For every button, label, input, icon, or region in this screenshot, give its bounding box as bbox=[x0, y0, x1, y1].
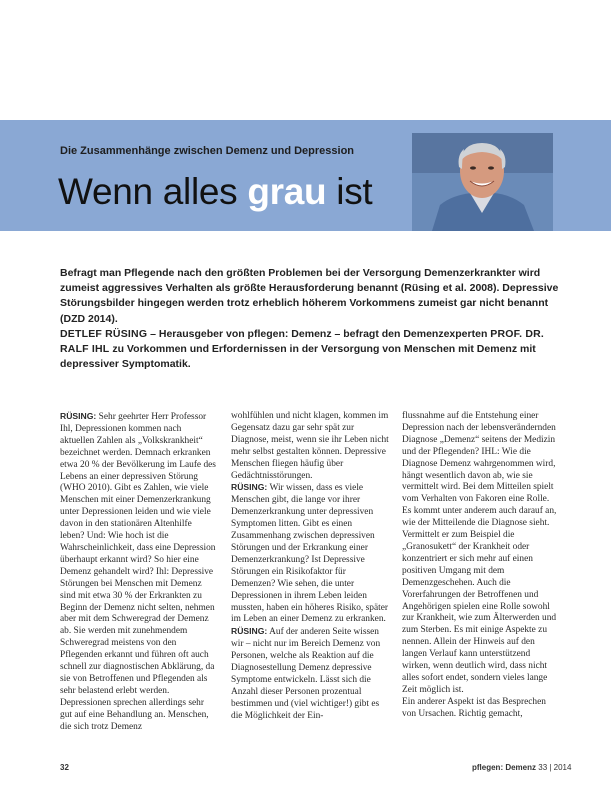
paragraph-text: Sehr geehrter Herr Professor Ihl, Depressionen kommen nach aktuellen Zahlen als „Volkskrankheit“ bezeichnet werden. Demnach erkranken etwa 20 % der Bevölkerung im Laufe des Lebens an einer depressiven Störung (WHO 2010). Gibt es Zahlen, wie viele Menschen mit einer Demenzerkrankung unter Depressionen leiden und wie viele davon in den stationären Altenhilfe leben? Und: Wie hoch ist die Wahrscheinlichkeit, dass eine Depression überhaupt erkannt wird? So hier eine Demenz gehandelt wird? Ihl: Depressive Störungen bei Menschen mit Demenz sind mit etwa 30 % der Erkrankten zu Beginn der Demenz nicht selten, nehmen aber mit dem Schweregrad der Demenz ab. Sie werden mit zunehmendem Schweregrad meistens von den Pflegenden erkannt und führen oft auch schnell zur diagnostischen Abklärung, da sie von Betroffenen und Pflegenden als sehr belastend erlebt werden. Depressionen sprechen allerdings sehr gut auf eine Behandlung an. Menschen, die sich trotz Demenz bbox=[60, 412, 216, 732]
byline-mid: – Herausgeber von pflegen: Demenz – befragt den Demenzexperten bbox=[147, 327, 491, 340]
title-pre: Wenn alles bbox=[58, 171, 248, 212]
byline-end: zu Vorkommen und Erfordernissen in der Versorgung von Menschen mit Demenz mit depressiver Symptomatik. bbox=[60, 343, 536, 371]
column-3-text-b: Ein anderer Aspekt ist das Besprechen von Ursachen. Richtig gemacht, bbox=[402, 696, 546, 719]
paragraph-text: Auf der anderen Seite wissen wir – nicht nur im Bereich Demenz von Personen, welche als Reaktion auf die Diagnosestellung Demenz depressive Symptome entwickeln. Lässt sich die Anzahl dieser Personen prozentual bestimmen und (viel wichtiger!) gibt es die Möglichkeit der Ein- bbox=[231, 627, 381, 721]
intro-lead: Befragt man Pflegende nach den größten Problemen bei der Versorgung Demenzerkrankter wird zumeist aggressives Verhalten als größte Herausforderung benannt (Rüsing et al. 2008). Depressive Störungsbilder hingegen werden trotz erheblich höherem Vorkommens zumeist gar nicht benannt (DZD 2014). bbox=[60, 267, 559, 325]
magazine-footer bbox=[472, 763, 571, 772]
page-number: 32 bbox=[60, 763, 69, 772]
title-accent-word: grau bbox=[247, 171, 327, 212]
article-body bbox=[60, 411, 560, 753]
body-column-1 bbox=[60, 411, 218, 753]
magazine-name: pflegen: Demenz bbox=[472, 763, 537, 772]
column-2-text-a: wohlfühlen und nicht klagen, kommen im Gegensatz dazu gar sehr spät zur Diagnose, meist, wenn sie ihr Leben nicht mehr selbst gestalten können. Depressive Menschen fliegen häufig über Gedächtnisstörungen. bbox=[231, 411, 389, 481]
intro-byline bbox=[60, 327, 560, 373]
article-title bbox=[58, 170, 418, 214]
expert-portrait-photo bbox=[412, 133, 553, 231]
column-3-text-a: flussnahme auf die Entstehung einer Depression nach der lebensverändernden Diagnose „Demenz“ seitens der Medizin und der Pflegenden? IHL: Wie die Diagnose Demenz wahrgenommen wird, hängt wesentlich davon ab, wie sie vermittelt wird. Bei dem Mitteilen spielt vom Verhalten von Fakoren eine Rolle. Es kommt unter anderem auch darauf an, wie der Mitteilende die Diagnose sieht. Vermittelt er zum Beispiel die „Granosukett“ der Krankheit oder konzentriert er sich mehr auf einen positiven Umgang mit dem Demenzgeschehen. Auch die Vorerfahrungen der Betroffenen und Angehörigen spielen eine Rolle sowohl zur Krankheit, wie zum Älterwerden und zum Sterben. Es mit einige Aspekte zu nennen. Allein der Hinweis auf den langen Verlauf kann unterstützend wirken, wenn deutlich wird, dass nicht alles sofort endet, sondern vieles lange Zeit möglich ist. bbox=[402, 411, 557, 695]
issue-number: 33 | 2014 bbox=[536, 763, 572, 772]
body-column-2 bbox=[231, 411, 389, 753]
article-kicker: Die Zusammenhänge zwischen Demenz und Depression bbox=[60, 145, 355, 157]
byline-author: DETLEF RÜSING bbox=[60, 327, 148, 340]
portrait-photo-man-smiling-icon bbox=[412, 133, 553, 231]
column-2-question-2 bbox=[231, 626, 389, 722]
speaker-label: RÜSING: bbox=[231, 626, 268, 637]
byline-expert: PROF. DR. RALF IHL bbox=[60, 327, 545, 356]
article-intro bbox=[60, 266, 560, 372]
column-2-question bbox=[231, 482, 389, 626]
body-column-3 bbox=[402, 411, 560, 753]
column-1-text bbox=[60, 411, 218, 733]
title-post: ist bbox=[326, 171, 373, 212]
speaker-label: RÜSING: bbox=[231, 482, 268, 493]
paragraph-text: Wir wissen, dass es viele Menschen gibt, die lange vor ihrer Demenzerkrankung unter depressiven Symptomen litten. Gibt es einen Zusammenhang zwischen depressiven Störungen und der Erkrankung einer Demenzerkrankung? Ist Depressive Störungen ein Risikofaktor für Demenzen? Wie sehen, die unter Depressionen in ihrem Leben leiden mussten, haben ein höheres Risiko, später im Leben an einer Demenz zu erkranken. bbox=[231, 483, 388, 625]
speaker-label: RÜSING: bbox=[60, 411, 97, 421]
